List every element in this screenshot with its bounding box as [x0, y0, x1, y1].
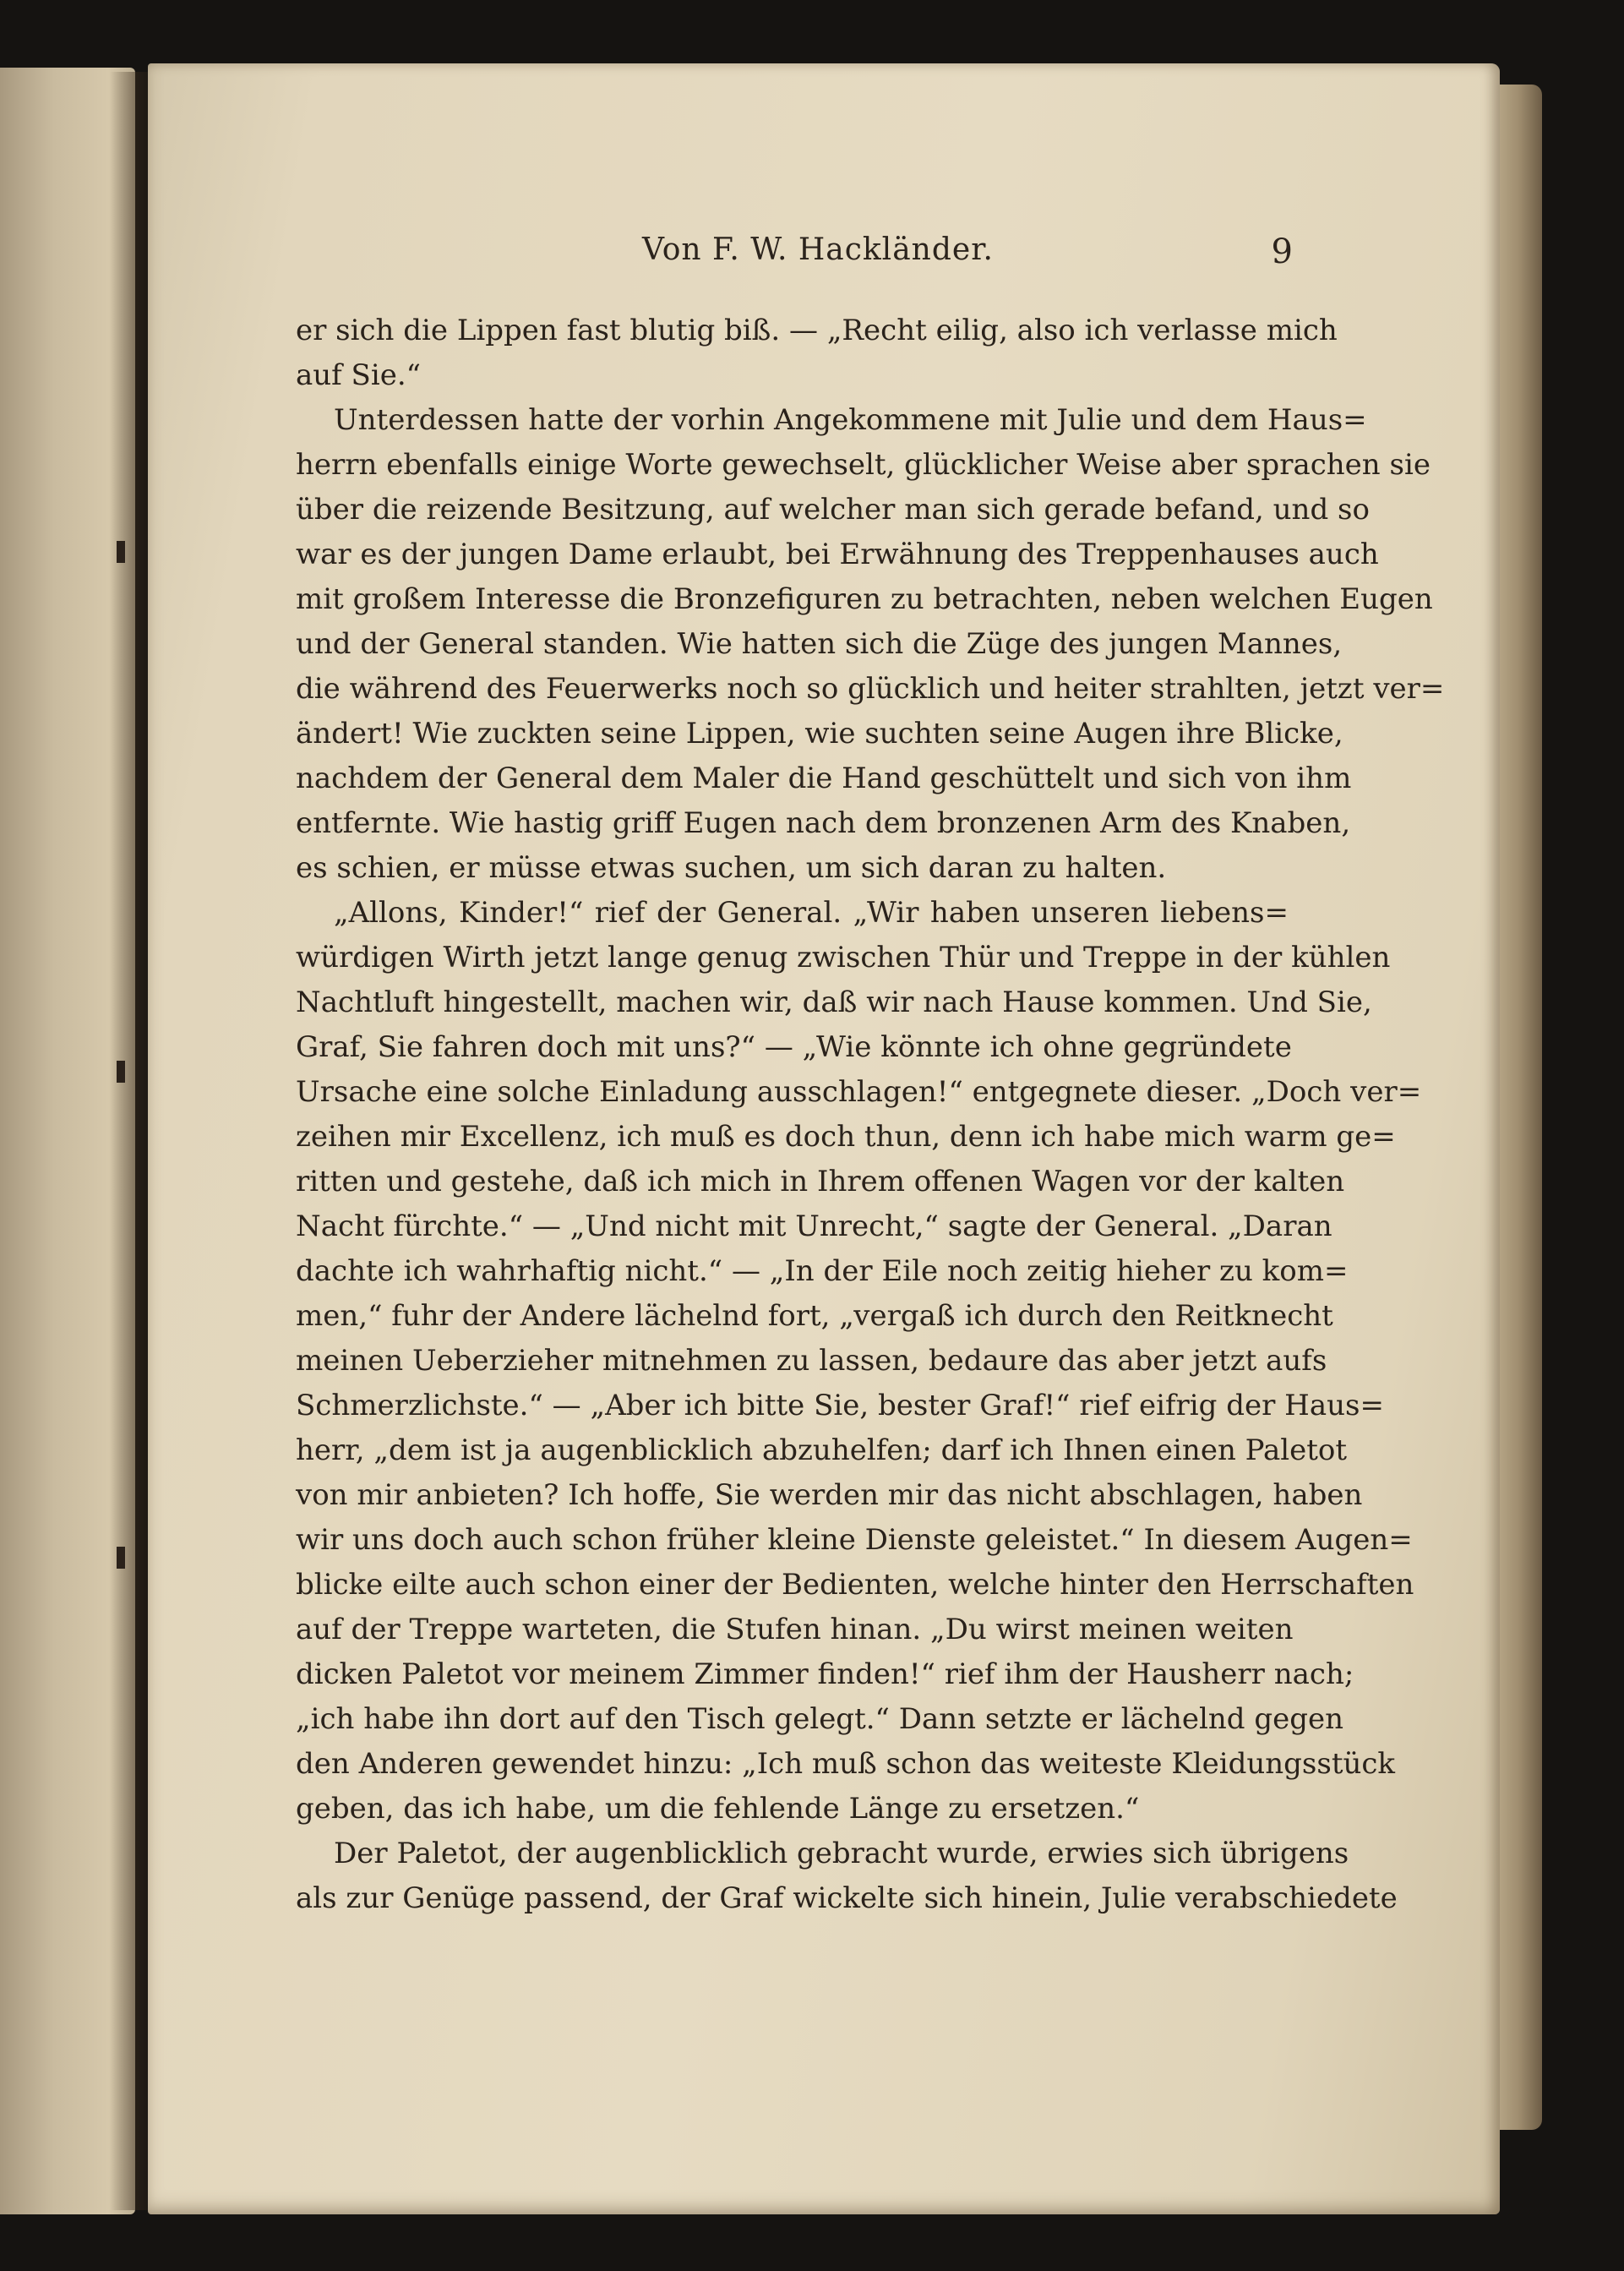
page-header: [296, 232, 1293, 283]
text-line: blicke eilte auch schon einer der Bedienten, welche hinter den Herrschaften: [296, 1568, 1414, 1602]
gutter-mark: [117, 541, 125, 563]
text-line: würdigen Wirth jetzt lange genug zwischen Thür und Treppe in der kühlen: [296, 941, 1391, 974]
text-line: als zur Genüge passend, der Graf wickelte sich hinein, Julie verabschiedete: [296, 1881, 1398, 1915]
text-line: Schmerzlichste.“ — „Aber ich bitte Sie, bester Graf!“ rief eifrig der Haus=: [296, 1389, 1384, 1422]
text-line: und der General standen. Wie hatten sich die Züge des jungen Mannes,: [296, 627, 1343, 661]
text-line: Unterdessen hatte der vorhin Angekommene mit Julie und dem Haus=: [334, 403, 1367, 437]
text-line: es schien, er müsse etwas suchen, um sich daran zu halten.: [296, 851, 1167, 885]
text-line: ritten und gestehe, daß ich mich in Ihrem offenen Wagen vor der kalten: [296, 1165, 1345, 1198]
running-head: Von F. W. Hackländer.: [642, 232, 994, 267]
text-line: meinen Ueberzieher mitnehmen zu lassen, bedaure das aber jetzt aufs: [296, 1344, 1327, 1378]
text-line: ändert! Wie zuckten seine Lippen, wie suchten seine Augen ihre Blicke,: [296, 717, 1343, 751]
text-line: men,“ fuhr der Andere lächelnd fort, „vergaß ich durch den Reitknecht: [296, 1299, 1333, 1333]
page-number: 9: [1271, 232, 1293, 271]
text-line: Ursache eine solche Einladung ausschlagen!“ entgegnete dieser. „Doch ver=: [296, 1075, 1422, 1109]
text-line: herrn ebenfalls einige Worte gewechselt, glücklicher Weise aber sprachen sie: [296, 448, 1431, 482]
text-line: „ich habe ihn dort auf den Tisch gelegt.“ Dann setzte er lächelnd gegen: [296, 1702, 1344, 1736]
text-line: „Allons, Kinder!“ rief der General. „Wir haben unseren liebens=: [334, 896, 1289, 930]
text-line: dachte ich wahrhaftig nicht.“ — „In der Eile noch zeitig hieher zu kom=: [296, 1254, 1349, 1288]
text-line: nachdem der General dem Maler die Hand geschüttelt und sich von ihm: [296, 762, 1352, 795]
text-line: Nachtluft hingestellt, machen wir, daß wir nach Hause kommen. Und Sie,: [296, 985, 1372, 1019]
book-gutter: [110, 72, 152, 2210]
text-line: die während des Feuerwerks noch so glücklich und heiter strahlten, jetzt ver=: [296, 672, 1445, 706]
text-line: auf Sie.“: [296, 358, 422, 392]
text-line: Der Paletot, der augenblicklich gebracht wurde, erwies sich übrigens: [334, 1837, 1349, 1870]
text-line: herr, „dem ist ja augenblicklich abzuhelfen; darf ich Ihnen einen Paletot: [296, 1433, 1348, 1467]
gutter-mark: [117, 1547, 125, 1569]
text-line: geben, das ich habe, um die fehlende Länge zu ersetzen.“: [296, 1792, 1140, 1826]
text-line: war es der jungen Dame erlaubt, bei Erwähnung des Treppenhauses auch: [296, 538, 1379, 571]
text-line: dicken Paletot vor meinem Zimmer finden!“ rief ihm der Hausherr nach;: [296, 1657, 1354, 1691]
text-line: Graf, Sie fahren doch mit uns?“ — „Wie könnte ich ohne gegründete: [296, 1030, 1292, 1064]
body-text: [296, 308, 1445, 1921]
text-line: er sich die Lippen fast blutig biß. — „Recht eilig, also ich verlasse mich: [296, 314, 1338, 347]
text-line: mit großem Interesse die Bronzefiguren zu betrachten, neben welchen Eugen: [296, 582, 1433, 616]
page-stack-edge: [1496, 85, 1542, 2130]
gutter-mark: [117, 1061, 125, 1083]
text-line: entfernte. Wie hastig griff Eugen nach dem bronzenen Arm des Knaben,: [296, 806, 1351, 840]
text-line: zeihen mir Excellenz, ich muß es doch thun, denn ich habe mich warm ge=: [296, 1120, 1396, 1154]
text-line: den Anderen gewendet hinzu: „Ich muß schon das weiteste Kleidungsstück: [296, 1747, 1396, 1781]
text-line: Nacht fürchte.“ — „Und nicht mit Unrecht,“ sagte der General. „Daran: [296, 1209, 1332, 1243]
text-line: von mir anbieten? Ich hoffe, Sie werden mir das nicht abschlagen, haben: [296, 1478, 1363, 1512]
text-line: wir uns doch auch schon früher kleine Dienste geleistet.“ In diesem Augen=: [296, 1523, 1413, 1557]
text-line: auf der Treppe warteten, die Stufen hinan. „Du wirst meinen weiten: [296, 1613, 1294, 1646]
text-line: über die reizende Besitzung, auf welcher man sich gerade befand, und so: [296, 493, 1370, 527]
